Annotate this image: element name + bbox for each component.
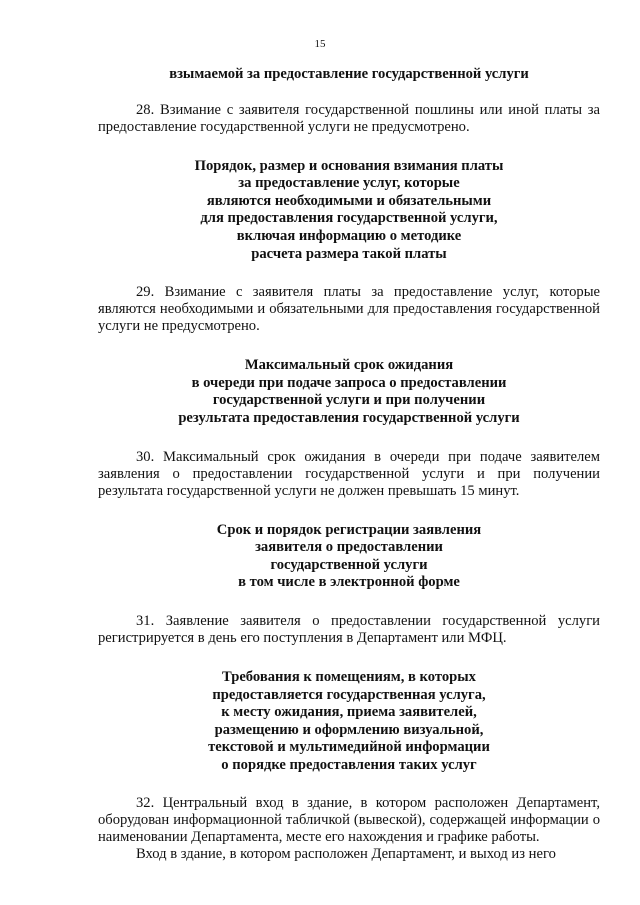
- heading-line: Максимальный срок ожидания: [244, 357, 454, 374]
- heading-line: результата предоставления государственной услуги: [178, 409, 520, 426]
- heading-line: расчета размера такой платы: [251, 245, 447, 262]
- heading-line: государственной услуги: [270, 556, 428, 573]
- page-content: [98, 66, 600, 863]
- heading-line: за предоставление услуг, которые: [238, 175, 460, 192]
- paragraph-30: 30. Максимальный срок ожидания в очереди при подаче заявителем заявления о предоставлении государственной услуги и при получении результата государственной услуги не должен превышать 15 минут.: [98, 448, 600, 499]
- heading-line: предоставляется государственная услуга,: [212, 686, 486, 703]
- section-heading-fee-tail: взымаемой за предоставление государственной услуги: [169, 66, 529, 82]
- page-number: 15: [314, 38, 326, 50]
- heading-line: Требования к помещениям, в которых: [222, 668, 476, 685]
- section-heading-premises: [98, 669, 600, 775]
- heading-line: заявителя о предоставлении: [255, 539, 443, 556]
- section-heading-registration: [98, 522, 600, 592]
- paragraph-31: 31. Заявление заявителя о предоставлении государственной услуги регистрируется в день его поступления в Департамент или МФЦ.: [98, 612, 600, 646]
- heading-line: являются необходимыми и обязательными: [206, 192, 492, 209]
- heading-line: в очереди при подаче запроса о предоставлении: [191, 374, 507, 391]
- heading-line: текстовой и мультимедийной информации: [208, 739, 490, 756]
- paragraph-32: 32. Центральный вход в здание, в котором расположен Департамент, оборудован информационной табличкой (вывеской), содержащей информации о наименовании Департамента, месте его нахождения и графике работы.: [98, 795, 600, 846]
- heading-line: для предоставления государственной услуги,: [200, 210, 498, 227]
- heading-line: Срок и порядок регистрации заявления: [216, 521, 482, 538]
- heading-line: Порядок, размер и основания взимания платы: [194, 157, 504, 174]
- heading-line: государственной услуги и при получении: [212, 392, 486, 409]
- section-heading-queue-time: [98, 357, 600, 427]
- heading-line: к месту ожидания, приема заявителей,: [221, 704, 477, 721]
- heading-line: включая информацию о методике: [236, 227, 462, 244]
- heading-line: размещению и оформлению визуальной,: [214, 721, 484, 738]
- paragraph-32-continued: Вход в здание, в котором расположен Департамент, и выход из него: [136, 846, 556, 863]
- section-heading-fee-order: [98, 158, 600, 264]
- heading-line: о порядке предоставления таких услуг: [221, 756, 477, 773]
- paragraph-28: 28. Взимание с заявителя государственной пошлины или иной платы за предоставление государственной услуги не предусмотрено.: [98, 101, 600, 135]
- heading-line: в том числе в электронной форме: [238, 574, 460, 591]
- paragraph-29: 29. Взимание с заявителя платы за предоставление услуг, которые являются необходимыми и обязательными для предоставления государственной услуги не предусмотрено.: [98, 284, 600, 335]
